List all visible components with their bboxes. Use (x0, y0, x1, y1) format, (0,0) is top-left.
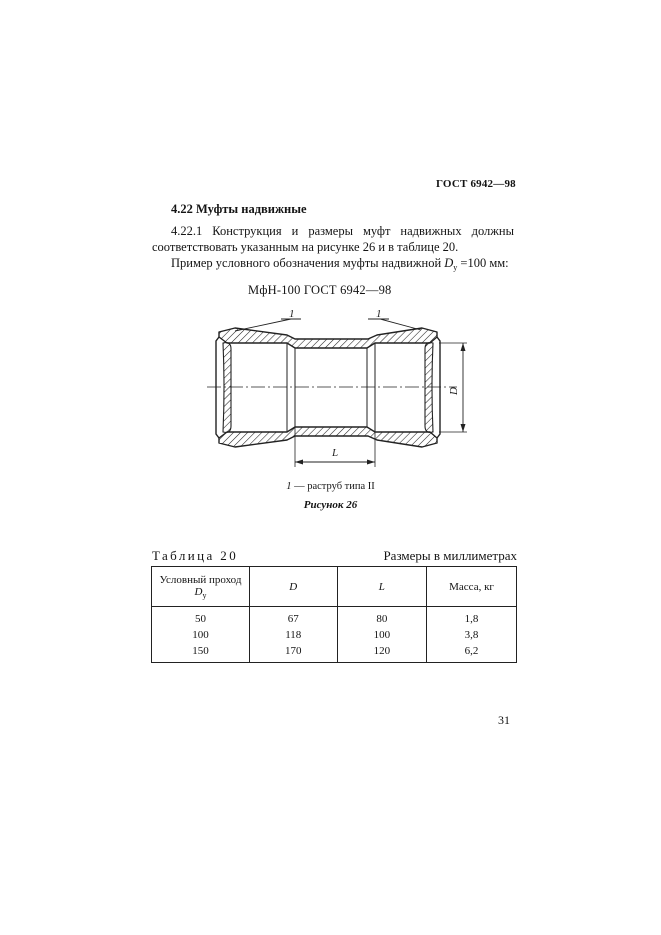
coupling-drawing (205, 305, 475, 475)
coupling-top-wall (219, 328, 437, 348)
figure-caption: Рисунок 26 (303, 499, 358, 511)
header-d: D (249, 567, 337, 607)
cell-d: 118 (249, 627, 337, 643)
cell-nominal-bore: 150 (152, 643, 250, 663)
cell-mass: 6,2 (427, 643, 517, 663)
left-socket-end (216, 337, 219, 438)
table-title: Таблица 20 (152, 548, 239, 563)
header-mass: Масса, кг (427, 567, 517, 607)
page-number: 31 (498, 713, 510, 727)
callout-leader-left (235, 319, 291, 331)
example-suffix: =100 мм: (457, 256, 509, 270)
right-socket-end (437, 337, 440, 438)
table-row (152, 607, 517, 628)
cell-nominal-bore: 100 (152, 627, 250, 643)
dimension-D-label: D (448, 387, 460, 395)
designation-example: МфН-100 ГОСТ 6942—98 (248, 283, 392, 297)
header-nominal-bore (152, 567, 250, 607)
cell-l: 80 (337, 607, 427, 628)
table-header-row (152, 567, 517, 607)
header-l: L (337, 567, 427, 607)
example-subscript: y (453, 263, 458, 272)
section-title: 4.22 Муфты надвижные (171, 202, 307, 216)
header-nominal-bore-var: D (194, 585, 203, 598)
callout-1-right: 1 (376, 308, 382, 320)
standard-header: ГОСТ 6942—98 (436, 178, 516, 190)
table-row (152, 627, 517, 643)
callout-leader-right (380, 319, 421, 330)
cell-nominal-bore: 50 (152, 607, 250, 628)
cell-mass: 1,8 (427, 607, 517, 628)
dimensions-table (151, 566, 517, 663)
example-variable: D (444, 256, 454, 270)
header-nominal-bore-label: Условный проход (159, 573, 242, 586)
coupling-bottom-wall (219, 427, 437, 447)
cell-d: 67 (249, 607, 337, 628)
example-prefix: Пример условного обозначения муфты надвижной (171, 256, 445, 270)
right-seal-ring (425, 343, 433, 433)
table-units: Размеры в миллиметрах (383, 548, 517, 563)
paragraph-example (152, 255, 514, 276)
cell-d: 170 (249, 643, 337, 663)
left-seal-ring (223, 343, 231, 433)
cell-l: 120 (337, 643, 427, 663)
cell-mass: 3,8 (427, 627, 517, 643)
dimension-L-label: L (331, 447, 339, 459)
legend-text: — раструб типа II (291, 481, 375, 492)
table-row (152, 643, 517, 663)
header-nominal-bore-sub: y (202, 590, 207, 600)
callout-1-left: 1 (289, 308, 295, 320)
paragraph-construction: 4.22.1 Конструкция и размеры муфт надвижных должны соответствовать указанным на рисунке 26 и в таблице 20. (152, 224, 514, 254)
figure-legend (0, 481, 661, 492)
cell-l: 100 (337, 627, 427, 643)
legend-number: 1 (286, 481, 292, 492)
